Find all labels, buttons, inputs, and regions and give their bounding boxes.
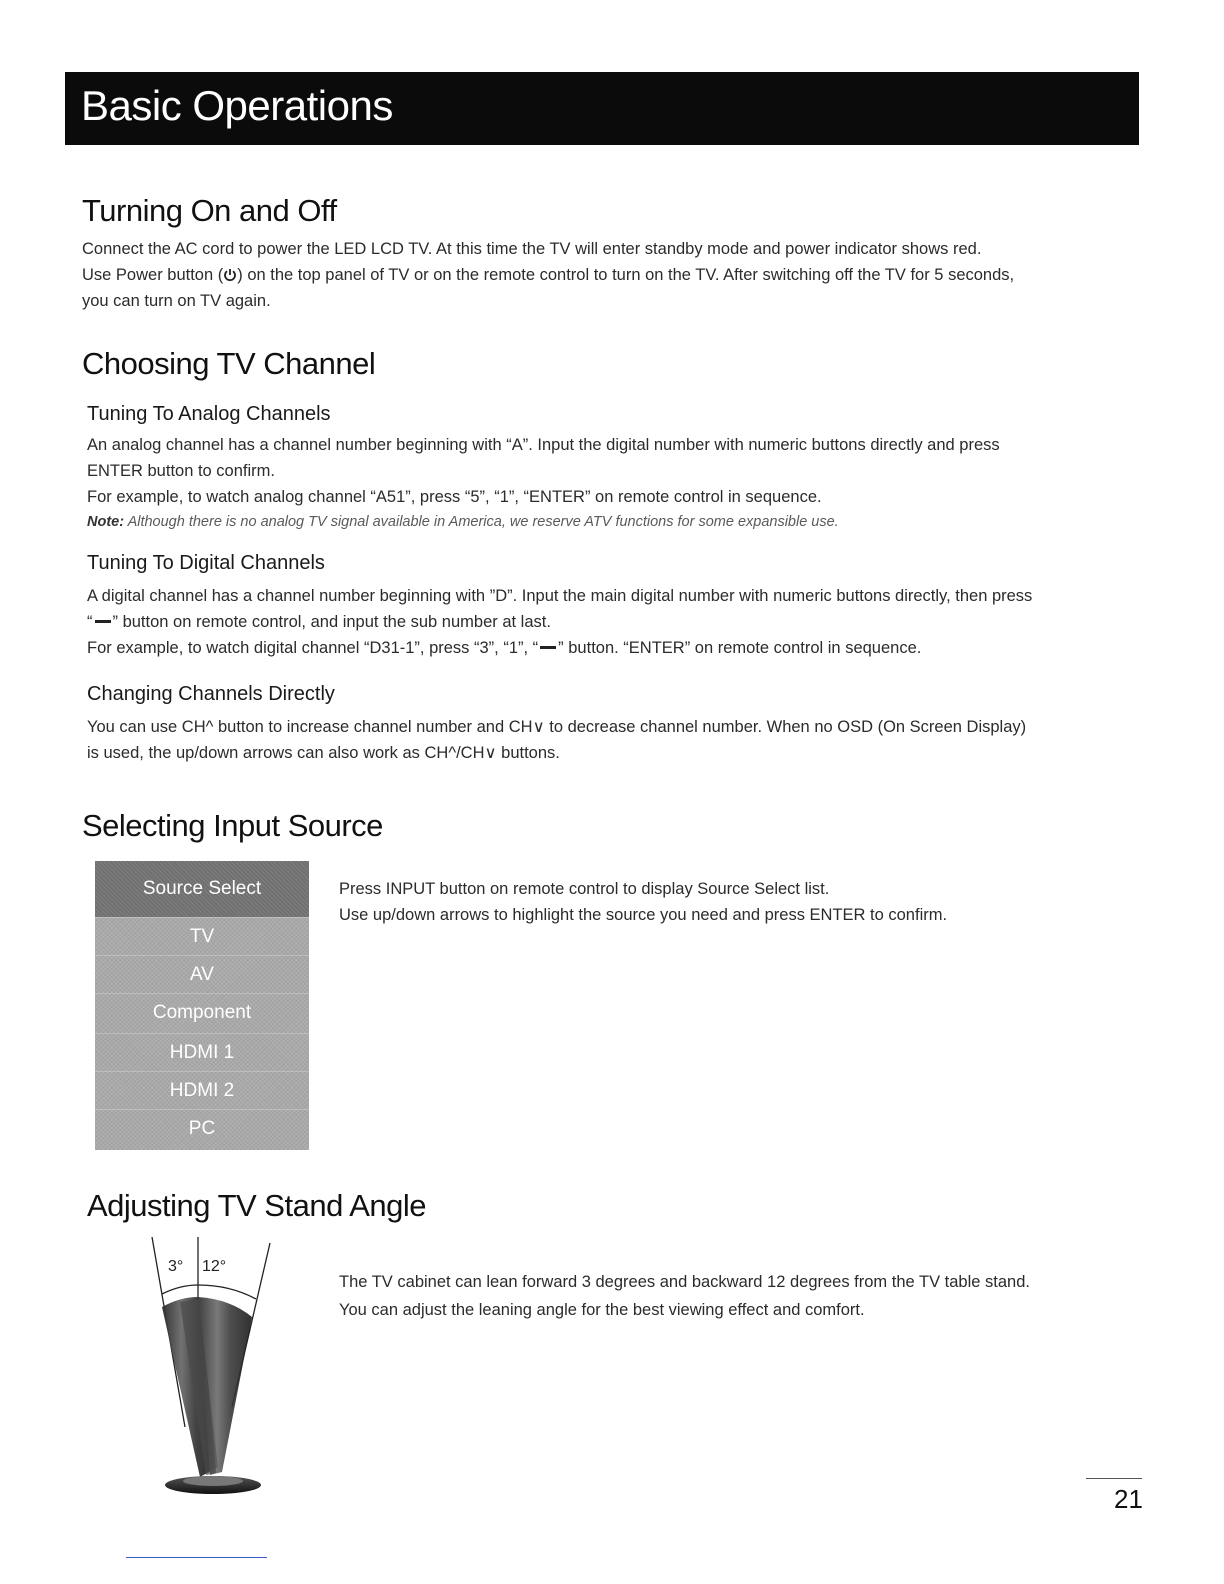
source-select-title: Source Select: [142, 878, 262, 899]
note-text: Although there is no analog TV signal available in America, we reserve ATV functions for some expansible use.: [127, 514, 839, 530]
page-number-rule: [1086, 1478, 1142, 1479]
tv-stand-base: [183, 1476, 243, 1486]
header-bar: [65, 72, 1139, 145]
paragraph-line: [82, 266, 1014, 285]
section-heading-choosing-channel: Choosing TV Channel: [82, 346, 376, 381]
paragraph-line: An analog channel has a channel number beginning with “A”. Input the digital number with numeric buttons directly and press: [87, 436, 1000, 454]
section-heading-input-source: Selecting Input Source: [82, 808, 383, 843]
source-item-label: HDMI 1: [169, 1042, 235, 1063]
bottom-divider: [126, 1557, 267, 1558]
dash-icon: [95, 620, 111, 623]
source-item-av[interactable]: [95, 955, 309, 994]
source-item-label: TV: [189, 926, 215, 947]
text-fragment: “: [87, 613, 93, 631]
paragraph-line: you can turn on TV again.: [82, 292, 271, 310]
paragraph-line: Press INPUT button on remote control to display Source Select list.: [339, 880, 830, 898]
note-label: Note:: [87, 514, 125, 530]
text-fragment: ” button on remote control, and input the sub number at last.: [112, 613, 551, 631]
dash-icon: [540, 646, 556, 649]
forward-angle-arc: [162, 1285, 198, 1294]
subheading-digital: Tuning To Digital Channels: [87, 552, 325, 574]
source-item-hdmi1[interactable]: [95, 1033, 309, 1072]
paragraph-line: Connect the AC cord to power the LED LCD TV. At this time the TV will enter standby mode and power indicator shows red.: [82, 240, 982, 258]
backward-angle-label: 12°: [202, 1258, 227, 1275]
source-item-label: PC: [188, 1118, 216, 1139]
backward-angle-arc: [198, 1285, 256, 1299]
text-fragment: For example, to watch digital channel “D31-1”, press “3”, “1”, “: [87, 639, 539, 657]
paragraph-line: is used, the up/down arrows can also work as CH^/CH∨ buttons.: [87, 744, 560, 762]
paragraph-line: The TV cabinet can lean forward 3 degrees and backward 12 degrees from the TV table stand.: [339, 1273, 1030, 1291]
paragraph-line: [87, 639, 921, 658]
paragraph-line: You can use CH^ button to increase channel number and CH∨ to decrease channel number. When no OSD (On Screen Display): [87, 718, 1027, 736]
source-item-hdmi2[interactable]: [95, 1071, 309, 1110]
forward-angle-label: 3°: [168, 1258, 184, 1275]
source-select-menu: [95, 861, 309, 1150]
source-item-label: HDMI 2: [169, 1080, 235, 1101]
source-select-header: [95, 861, 309, 917]
section-heading-turning-on-off: Turning On and Off: [82, 193, 337, 228]
power-icon: [223, 268, 237, 282]
note: [87, 514, 839, 530]
page-number: 21: [1114, 1484, 1143, 1514]
source-item-tv[interactable]: [95, 917, 309, 956]
text-fragment: ) on the top panel of TV or on the remote control to turn on the TV. After switching off the TV for 5 seconds,: [237, 266, 1015, 284]
paragraph-line: ENTER button to confirm.: [87, 462, 275, 480]
source-item-label: AV: [190, 964, 214, 985]
paragraph-line: A digital channel has a channel number beginning with ”D”. Input the main digital number with numeric buttons directly, then press: [87, 587, 1033, 605]
subheading-direct: Changing Channels Directly: [87, 683, 335, 705]
paragraph-line: For example, to watch analog channel “A51”, press “5”, “1”, “ENTER” on remote control in sequence.: [87, 488, 822, 506]
paragraph-line: You can adjust the leaning angle for the best viewing effect and comfort.: [339, 1301, 865, 1319]
text-fragment: ” button. “ENTER” on remote control in sequence.: [558, 639, 922, 657]
page-title: Basic Operations: [81, 82, 393, 129]
source-item-component[interactable]: [95, 993, 309, 1032]
paragraph-line: Use up/down arrows to highlight the source you need and press ENTER to confirm.: [339, 906, 948, 924]
source-item-pc[interactable]: [95, 1109, 309, 1148]
section-heading-stand-angle: Adjusting TV Stand Angle: [87, 1188, 427, 1223]
subheading-analog: Tuning To Analog Channels: [87, 403, 331, 425]
text-fragment: Use Power button (: [82, 266, 224, 284]
source-item-label: Component: [152, 1002, 252, 1023]
paragraph-line: [87, 613, 551, 632]
tv-stand-angle-illustration: [140, 1237, 280, 1502]
